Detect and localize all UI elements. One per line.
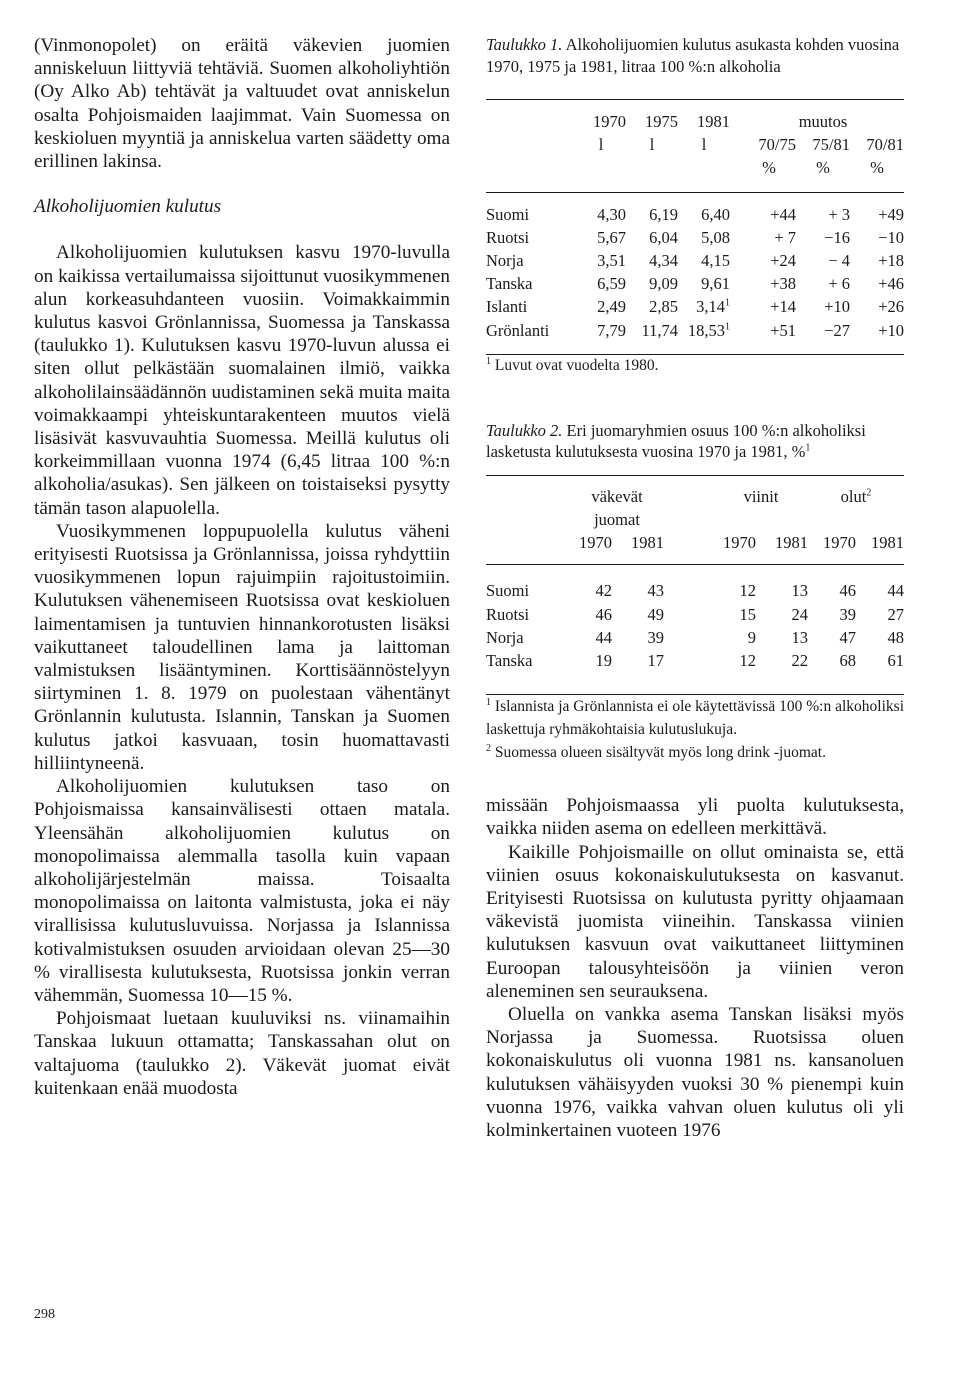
- table-cell-value: 4,15: [701, 251, 730, 271]
- table-row: [486, 249, 904, 272]
- table-cell: [678, 272, 730, 295]
- table1-caption: [486, 34, 904, 77]
- table-row: [486, 192, 904, 226]
- table-cell: 61: [887, 651, 904, 671]
- table-cell-value: 9,61: [701, 274, 730, 294]
- table-row: [486, 649, 904, 695]
- footnote-ref: 1: [805, 442, 811, 454]
- table-cell-country: Suomi: [486, 581, 530, 601]
- table-cell: 6,04: [649, 227, 678, 247]
- table-cell: 44: [887, 581, 904, 601]
- table2: [486, 475, 904, 695]
- footnote-mark: 1: [486, 355, 491, 367]
- table-cell-value: 6,40: [701, 204, 730, 224]
- table-cell: 6,59: [597, 274, 626, 294]
- table2-group-header: viinit: [743, 486, 779, 506]
- table-cell: 13: [791, 627, 808, 647]
- table1-header-muutos: muutos: [798, 112, 848, 131]
- table-cell: −27: [824, 320, 850, 340]
- table-cell-value: 5,08: [701, 227, 730, 247]
- table1-header-cell: %: [796, 156, 850, 192]
- table-cell: 22: [791, 651, 808, 671]
- table2-header-row: [486, 475, 904, 508]
- table-cell: [678, 295, 730, 318]
- table-cell: +38: [770, 274, 796, 294]
- table-cell: +24: [770, 251, 796, 271]
- table-cell-value: 18,53: [687, 320, 725, 340]
- table-cell: 19: [595, 651, 612, 671]
- table-cell-country: Norja: [486, 251, 524, 271]
- table1-header-cell: l: [598, 135, 604, 155]
- table-cell-value: 3,14: [696, 297, 725, 317]
- table-cell: [678, 319, 730, 355]
- table-cell-country: Islanti: [486, 297, 528, 317]
- table-cell: 3,51: [597, 251, 626, 271]
- section-heading: Alkoholijuomien kulutus: [34, 196, 222, 218]
- table-cell: 39: [839, 604, 856, 624]
- left-column: [34, 34, 450, 1100]
- table1: [486, 99, 904, 355]
- table-cell: −16: [824, 227, 850, 247]
- table2-label: Taulukko 2.: [486, 420, 563, 440]
- table-cell: 12: [739, 651, 756, 671]
- table2-year-header: 1981: [756, 531, 808, 565]
- table2-group-header: juomat: [594, 510, 640, 530]
- footnote-ref: 1: [725, 321, 730, 333]
- table2-header-row: [486, 508, 904, 531]
- table-cell: 12: [739, 581, 756, 601]
- body-paragraph: Oluella on vankka asema Tanskan lisäksi myös Norjassa ja Suomessa. Ruotsissa oluen kokonaiskulutus oli vuonna 1981 ns. kansanoluen kulutuksen vähäisyyden vuoksi 30 % pienempi kuin vuonna 1976, vaikka vahvan oluen kulutus oli yli kolminkertainen vuoteen 1976: [486, 1004, 904, 1142]
- table-cell: 4,30: [597, 204, 626, 224]
- table-cell: 44: [595, 627, 612, 647]
- table1-header-cell: 1981: [697, 112, 730, 131]
- table-cell-country: Norja: [486, 627, 524, 647]
- table-cell: +46: [878, 274, 904, 294]
- table-row: [486, 565, 904, 603]
- table-cell-country: Grönlanti: [486, 320, 550, 340]
- table-cell: 46: [839, 581, 856, 601]
- table-cell: 4,34: [649, 251, 678, 271]
- table-row: [486, 272, 904, 295]
- table-cell: 68: [839, 651, 856, 671]
- table-cell: 15: [739, 604, 756, 624]
- table1-header-cell: 70/75: [758, 135, 796, 155]
- table2-footnote-2: [486, 741, 904, 764]
- table-cell: 47: [839, 627, 856, 647]
- table-cell: [678, 249, 730, 272]
- body-paragraph: Alkoholijuomien kulutuksen taso on Pohjoismaissa kansainvälisesti ottaen matala. Yleensähän alkoholijuomien kulutus on monopolimaissa alemmalla tasolla kuin vapaan alkoholijärjestelmän maissa. Toisaalta monopolimaissa on laitonta valmistusta, joka ei näy virallisissa kulutusluvuissa. Norjassa ja Islannissa kotivalmistuksen osuuden arvioidaan olevan 25—30 % virallisesta kulutuksesta, Ruotsissa jonkin verran vähemmän, Suomessa 10—15 %.: [34, 776, 450, 1006]
- table-cell-country: Tanska: [486, 651, 533, 671]
- footnote-text: Islannista ja Grönlannista ei ole käytettävissä 100 %:n alkoholiksi laskettuja ryhmäkohtaisia kulutuslukuja.: [486, 698, 905, 739]
- table-row: [486, 226, 904, 249]
- table1-header-cell: %: [850, 156, 904, 192]
- table-cell: + 3: [828, 204, 850, 224]
- table1-header-cell: l: [649, 135, 655, 155]
- page-number: 298: [34, 1307, 55, 1322]
- table1-header-cell: 1975: [645, 112, 678, 131]
- table1-header-cell: 70/81: [866, 135, 904, 155]
- table-cell: 13: [791, 581, 808, 601]
- table1-header-row: [486, 133, 904, 156]
- table-cell: 9: [747, 627, 756, 647]
- body-paragraph: Vuosikymmenen loppupuolella kulutus väheni erityisesti Ruotsissa ja Grönlannissa, joissa ryhdyttiin vuosikymmenen lopun rajuimpiin rajoitustoimiin. Kulutuksen vähenemiseen Ruotsissa ovat keskioluen laimentamisen ja tuntuvien hinnankorotusten lisäksi vaikuttaneet taloudellinen lama ja laittoman valmistuksen lisääntyminen. Korttisäännöstelyyn siirtyminen 1. 8. 1979 on puolestaan vähentänyt Grönlannin kulutusta. Islannin, Tanskan ja Suomen kulutus jatkoi kasvuaan, tosin huomattavasti hilliintyneenä.: [34, 520, 450, 774]
- table-cell: 9,09: [649, 274, 678, 294]
- table-cell-country: Tanska: [486, 274, 533, 294]
- table-row: [486, 626, 904, 649]
- table2-year-header: 1981: [612, 531, 664, 565]
- table-row: [486, 603, 904, 626]
- body-paragraph: Kaikille Pohjoismaille on ollut ominaista se, että viinien osuus kokonaiskulutuksesta on kasvanut. Erityisesti Ruotsissa on kulutusta pyritty ohjaamaan väkevistä juomista viineihin. Tanskassa viinien kulutuksen kasvuun ovat vaikuttaneet liittyminen Euroopan talousyhteisöön ja viinien veron aleneminen sen seurauksena.: [486, 841, 904, 1002]
- table-cell: +18: [878, 251, 904, 271]
- table-cell: 7,79: [597, 320, 626, 340]
- table-cell: 27: [887, 604, 904, 624]
- group-label: olut: [840, 486, 867, 506]
- table1-caption-text: Alkoholijuomien kulutus asukasta kohden vuosina 1970, 1975 ja 1981, litraa 100 %:n alkoholia: [486, 35, 900, 76]
- table1-header-row: [486, 156, 904, 192]
- table2-year-header: 1970: [570, 531, 612, 565]
- table1-header-cell: l: [701, 135, 707, 155]
- body-paragraph: (Vinmonopolet) on eräitä väkevien juomien anniskeluun liittyviä tehtäviä. Suomen alkoholiyhtiön (Oy Alko Ab) tehtävät ja valtuudet ovat anniskelun osalta Pohjoismaiden laajimmat. Vain Suomessa on keskioluen myyntiä ja anniskelua varten säädetty oma erillinen lakinsa.: [34, 35, 450, 173]
- table2-header-row: [486, 531, 904, 565]
- table-cell: 42: [595, 581, 612, 601]
- table-row: [486, 319, 904, 355]
- table-cell-country: Ruotsi: [486, 227, 530, 247]
- table-cell: +10: [824, 297, 850, 317]
- table-cell: 46: [595, 604, 612, 624]
- body-paragraph: Alkoholijuomien kulutuksen kasvu 1970-luvulla on kaikissa vertailumaissa sijoittunut vuosikymmenen alun korkeasuhdanteen vuosiin. Voimakkaimmin kulutus kasvoi Grönlannissa, Suomessa ja Tanskassa (taulukko 1). Kulutuksen kasvu 1970-luvun alussa ei siten ollut pelkästään suomalainen ilmiö, vaikka alkoholilainsäädännön uudistaminen sekä muita maita voimakkaampi yhteiskuntarakenteen muutos vielä lisäsivät kasvuvauhtia Suomessa. Meillä kulutus oli korkeimmillaan vuonna 1974 (6,45 litraa 100 %:n alkoholia/asukas). Sen jälkeen on toistaiseksi pysytty tämän tason alapuolella.: [34, 242, 450, 519]
- table1-label: Taulukko 1.: [486, 35, 563, 54]
- table-cell: 24: [791, 604, 808, 624]
- table-cell: 48: [887, 627, 904, 647]
- body-paragraph: missään Pohjoismaassa yli puolta kulutuksesta, vaikka niiden asema on edelleen merkittävä.: [486, 795, 904, 840]
- table1-header-cell: 1970: [593, 112, 626, 131]
- table-cell: 2,85: [649, 297, 678, 317]
- table-cell: 2,49: [597, 297, 626, 317]
- table-cell: − 4: [828, 251, 850, 271]
- footnote-text: Luvut ovat vuodelta 1980.: [494, 356, 659, 374]
- table1-footnote: [486, 355, 904, 376]
- table1-header-cell: %: [742, 156, 796, 192]
- table-row: [486, 295, 904, 318]
- table2-group-header: väkevät: [591, 486, 643, 506]
- table1-header-row: [486, 100, 904, 134]
- footnote-text: Suomessa olueen sisältyvät myös long drink -juomat.: [494, 744, 826, 762]
- table2-year-header: 1981: [856, 531, 904, 565]
- table2-caption: [486, 420, 904, 463]
- table-cell: + 6: [828, 274, 850, 294]
- table-cell: +10: [878, 320, 904, 340]
- table-cell: 6,19: [649, 204, 678, 224]
- table-cell: 43: [647, 581, 664, 601]
- body-paragraph: Pohjoismaat luetaan kuuluviksi ns. viinamaihin Tanskaa lukuun ottamatta; Tanskassahan olut on valtajuoma (taulukko 2). Väkevät juomat eivät kuitenkaan enää muodosta: [34, 1008, 450, 1099]
- table1-header-cell: 75/81: [812, 135, 850, 155]
- footnote-ref: 2: [866, 487, 872, 499]
- table2-year-header: 1970: [808, 531, 856, 565]
- right-column: [486, 34, 904, 1142]
- table2-footnote-1: [486, 695, 904, 741]
- footnote-ref: 1: [725, 297, 730, 309]
- table-cell: +26: [878, 297, 904, 317]
- table-cell: +14: [770, 297, 796, 317]
- table-cell: +44: [770, 204, 796, 224]
- table-cell: +51: [770, 320, 796, 340]
- table2-year-header: 1970: [714, 531, 756, 565]
- table-cell: [678, 226, 730, 249]
- table-cell: 11,74: [641, 320, 678, 340]
- table-cell: +49: [878, 204, 904, 224]
- table-cell: −10: [878, 227, 904, 247]
- table-cell: 49: [647, 604, 664, 624]
- table-cell: 17: [647, 651, 664, 671]
- table2-caption-text: Eri juomaryhmien osuus 100 %:n alkoholiksi lasketusta kulutuksesta vuosina 1970 ja 1981, %: [486, 420, 866, 462]
- footnote-mark: 2: [486, 743, 491, 755]
- table-cell-country: Ruotsi: [486, 604, 530, 624]
- table-cell: [678, 192, 730, 226]
- footnote-mark: 1: [486, 697, 491, 709]
- table-cell: 5,67: [597, 227, 626, 247]
- table-cell: + 7: [774, 227, 796, 247]
- table-cell: 39: [647, 627, 664, 647]
- table2-group-header: [808, 475, 904, 508]
- table-cell-country: Suomi: [486, 204, 530, 224]
